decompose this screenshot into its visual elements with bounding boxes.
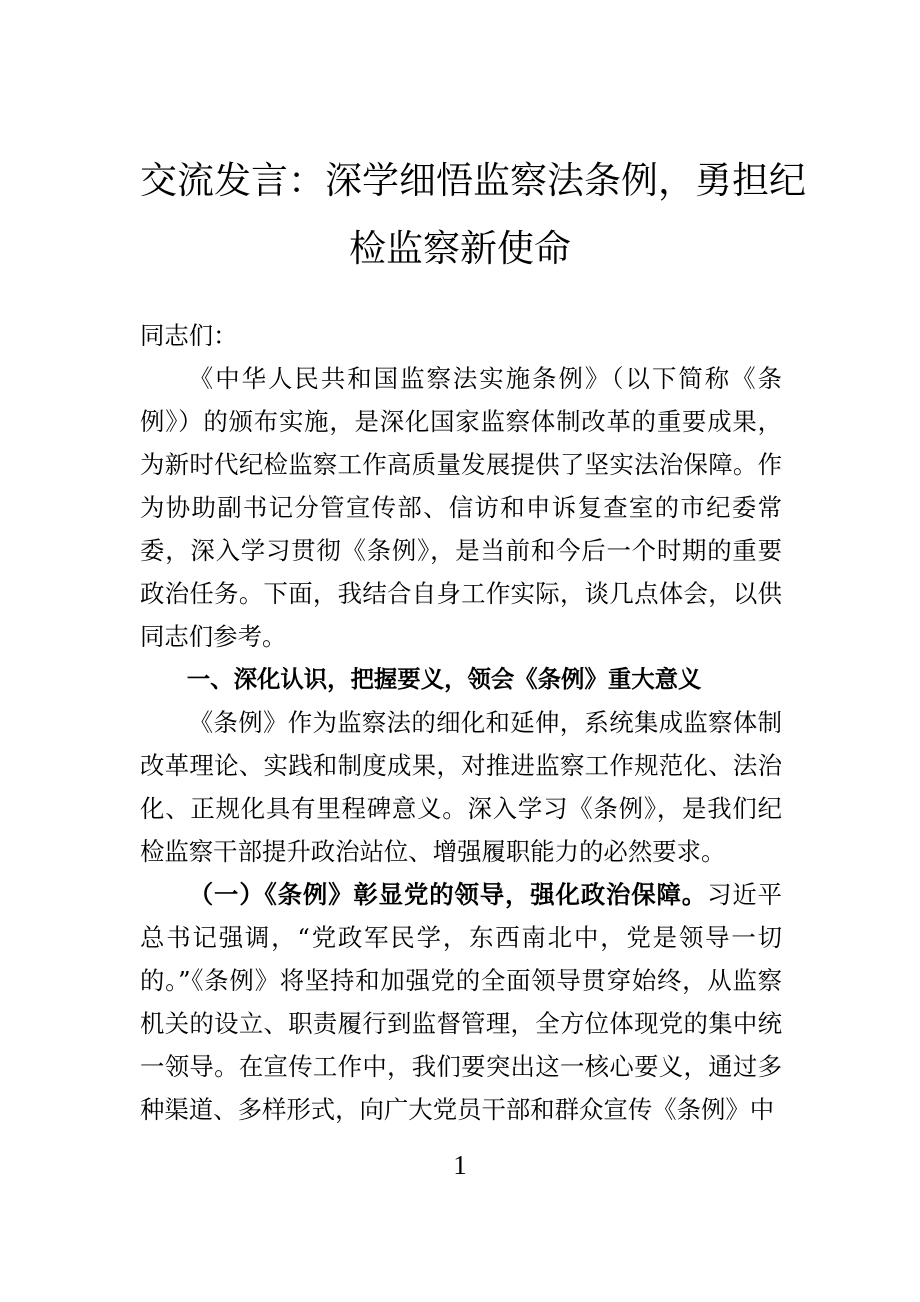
page-number: 1 [453, 1150, 467, 1180]
section-1-heading: 一、深化认识，把握要义，领会《条例》重大意义 [186, 665, 702, 693]
document-body [140, 314, 782, 1131]
subsection-1-body: 习近平总书记强调，“党政军民学，东西南北中，党是领导一切的。”《条例》将坚持和加强党的全面领导贯穿始终，从监察机关的设立、职责履行到监督管理，全方位体现党的集中统一领导。在宣传工作中，我们要突出这一核心要义，通过多种渠道、多样形式，向广大党员干部和群众宣传《条例》中 [140, 880, 782, 1124]
subsection-1-lead: （一）《条例》彰显党的领导，强化政治保障。 [188, 880, 708, 909]
intro-paragraph: 《中华人民共和国监察法实施条例》（以下简称《条例》）的颁布实施，是深化国家监察体制改革的重要成果，为新时代纪检监察工作高质量发展提供了坚实法治保障。作为协助副书记分管宣传部、信访和申诉复查室的市纪委常委，深入学习贯彻《条例》，是当前和今后一个时期的重要政治任务。下面，我结合自身工作实际，谈几点体会，以供同志们参考。 [140, 364, 782, 651]
subsection-1-paragraph [140, 873, 782, 1131]
section-1-paragraph: 《条例》作为监察法的细化和延伸，系统集成监察体制改革理论、实践和制度成果，对推进监察工作规范化、法治化、正规化具有里程碑意义。深入学习《条例》，是我们纪检监察干部提升政治站位、增强履职能力的必然要求。 [140, 708, 782, 866]
document-title-line-1: 交流发言：深学细悟监察法条例，勇担纪 [140, 159, 806, 202]
salutation: 同志们： [140, 321, 238, 350]
document-title-line-2: 检监察新使命 [349, 227, 571, 270]
